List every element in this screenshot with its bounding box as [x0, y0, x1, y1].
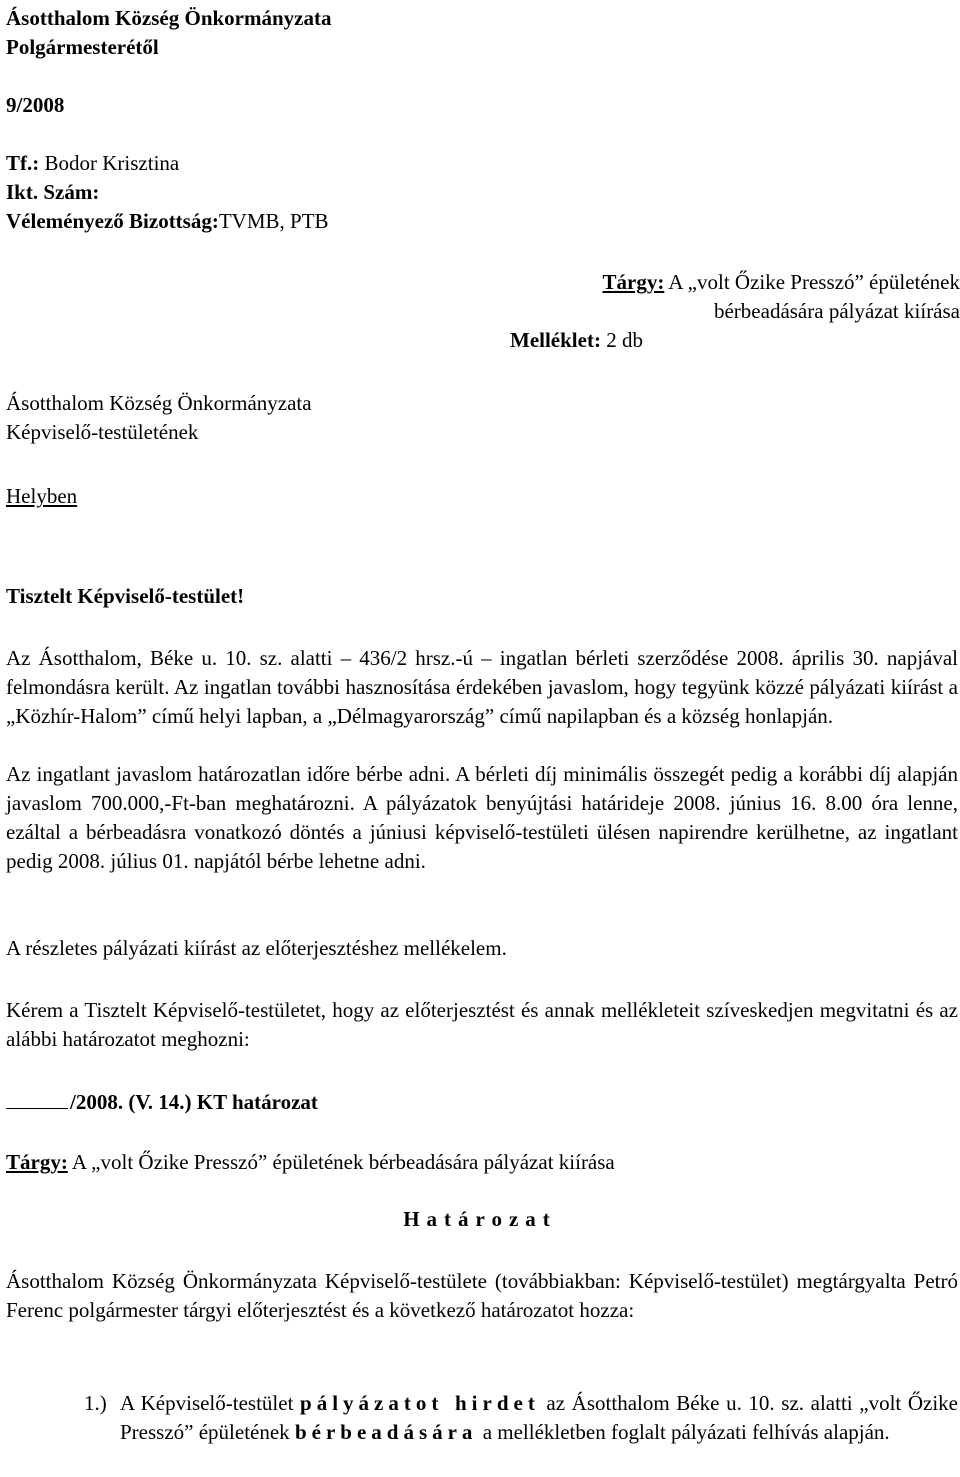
issuer-line-2: Polgármesterétől [6, 35, 159, 59]
item-1-emphasis-1: pályázatot hirdet [300, 1391, 540, 1415]
addressee-place: Helyben [6, 484, 78, 508]
subject-label: Tárgy: [602, 270, 665, 294]
addressee-line-2: Képviselő-testületének [6, 420, 199, 444]
resolution-number [6, 1088, 318, 1117]
body-paragraph-4: Kérem a Tisztelt Képviselő-testületet, hogy az előterjesztést és annak mellékleteit szíveskedjen megvitatni és az alábbi határozatot meghozni: [6, 998, 958, 1051]
item-1-part-c: az Ásotthalom Béke u. 10. sz. alatti „volt Őzike Presszó” épületének [120, 1391, 958, 1444]
subject-text-1: A „volt Őzike Presszó” épületének [664, 270, 960, 294]
subject-line-1 [510, 268, 960, 297]
body-paragraph-2: Az ingatlant javaslom határozatlan időre bérbe adni. A bérleti díj minimális összegét pedig a korábbi díj alapján javaslom 700.000,-Ft-ban meghatározni. A pályázatok benyújtási határideje 2008. június 16. 8.00 óra lenne, ezáltal a bérbeadásra vonatkozó döntés a júniusi képviselő-testületi ülésen napirendre kerülhetne, az ingatlant pedig 2008. július 01. napjától bérbe lehetne adni. [6, 762, 958, 873]
resolution-subject-value: A „volt Őzike Presszó” épületének bérbeadására pályázat kiírása [67, 1150, 615, 1174]
resolution-number-text: /2008. (V. 14.) KT határozat [70, 1090, 318, 1114]
resolution-intro: Ásotthalom Község Önkormányzata Képviselő-testülete (továbbiakban: Képviselő-testület) megtárgyalta Petró Ferenc polgármester tárgyi előterjesztést és a következő határozatot hozza: [6, 1269, 958, 1322]
attachment-value: 2 db [600, 328, 643, 352]
body-paragraph-1: Az Ásotthalom, Béke u. 10. sz. alatti – 436/2 hrsz.-ú – ingatlan bérleti szerződése 2008. április 30. napjával felmondásra került. Az ingatlan további hasznosítása érdekében javaslom, hogy tegyünk közzé pályázati kiírást a „Közhír-Halom” című helyi lapban, a „Délmagyarország” című napilapban és a község honlapján. [6, 646, 958, 728]
attachment-line [510, 326, 960, 355]
salutation: Tisztelt Képviselő-testület! [6, 584, 245, 608]
tf-label: Tf.: [6, 151, 40, 175]
item-1-part-a: A Képviselő-testület [120, 1391, 301, 1415]
committee-line [6, 207, 329, 236]
document-number: 9/2008 [6, 93, 65, 117]
resolution-subject [6, 1148, 615, 1177]
item-1-emphasis-2: bérbeadására [294, 1420, 478, 1444]
ikt-label: Ikt. Szám: [6, 180, 100, 204]
resolution-subject-label: Tárgy: [6, 1150, 68, 1174]
item-1-number: 1.) [84, 1391, 107, 1415]
committee-value: TVMB, PTB [218, 209, 329, 233]
item-1-text [120, 1389, 958, 1447]
item-1-part-e: a mellékletben foglalt pályázati felhívás alapján. [477, 1420, 890, 1444]
subject-line-2: bérbeadására pályázat kiírása [713, 299, 960, 323]
body-paragraph-3: A részletes pályázati kiírást az előterjesztéshez mellékelem. [6, 936, 507, 960]
issuer-line-1: Ásotthalom Község Önkormányzata [6, 6, 332, 30]
tf-value: Bodor Krisztina [39, 151, 180, 175]
tf-line [6, 149, 179, 178]
resolution-number-blank [6, 1088, 68, 1109]
committee-label: Véleményező Bizottság: [6, 209, 219, 233]
addressee-line-1: Ásotthalom Község Önkormányzata [6, 391, 312, 415]
resolution-heading: Határozat [403, 1207, 557, 1231]
subject-block [510, 268, 960, 355]
attachment-label: Melléklet: [510, 328, 601, 352]
